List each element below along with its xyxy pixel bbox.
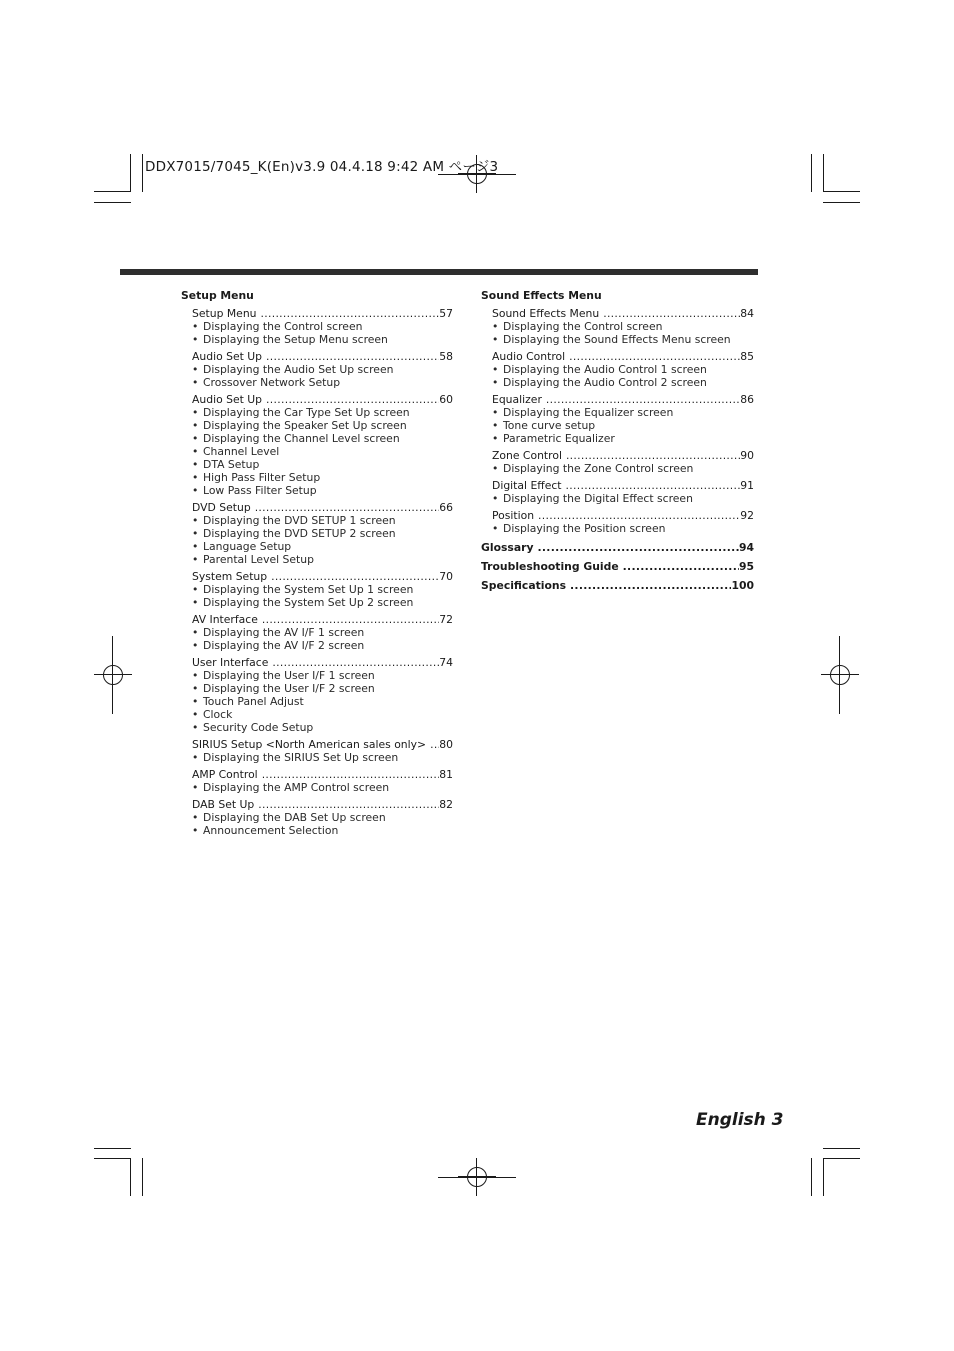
toc-subitem: • Channel Level [192,445,453,458]
toc-entry[interactable] [192,613,453,626]
toc-page-number: 80 [439,738,453,751]
toc-subitem-list [192,583,453,609]
dot-leader [566,479,741,492]
toc-subitem: • High Pass Filter Setup [192,471,453,484]
toc-subitem-list [492,462,754,475]
toc-subitem: • Displaying the Setup Menu screen [192,333,453,346]
toc-subitem: • Tone curve setup [492,419,754,432]
toc-subitem: • Clock [192,708,453,721]
toc-page-number: 60 [439,393,453,406]
toc-entry-title: Digital Effect [492,479,562,492]
toc-page-number: 85 [740,350,754,363]
toc-subitem: • Displaying the System Set Up 1 screen [192,583,453,596]
toc-subitem-list [192,781,453,794]
toc-page-number: 100 [731,579,754,592]
toc-subitem-list [492,363,754,389]
toc-subitem: • Displaying the Audio Control 2 screen [492,376,754,389]
registration-mark [821,656,859,694]
toc-subitem-list [492,320,754,346]
section-title: Sound Effects Menu [481,289,602,302]
toc-entry-title: Specifications [481,579,567,592]
dot-leader [266,393,439,406]
crop-mark [142,154,143,192]
toc-subitem-list [192,811,453,837]
crop-mark [142,1158,143,1196]
toc-subitem: • Displaying the User I/F 2 screen [192,682,453,695]
toc-entry-title: User Interface [192,656,269,669]
toc-page-number: 81 [439,768,453,781]
toc-entry[interactable] [192,656,453,669]
toc-subitem-list [192,669,453,734]
toc-page-number: 82 [439,798,453,811]
toc-subitem: • Displaying the User I/F 1 screen [192,669,453,682]
dot-leader [430,738,439,751]
toc-entry[interactable] [492,479,754,492]
toc-subitem: • Displaying the Audio Control 1 screen [492,363,754,376]
toc-subitem: • Displaying the Audio Set Up screen [192,363,453,376]
crop-mark [94,191,131,192]
toc-entry-title: AV Interface [192,613,258,626]
toc-subitem-list [492,492,754,505]
toc-subitem: • Displaying the DVD SETUP 1 screen [192,514,453,527]
toc-entry[interactable] [492,350,754,363]
dot-leader [262,613,439,626]
toc-entry-title: AMP Control [192,768,258,781]
toc-subitem: • Displaying the AMP Control screen [192,781,453,794]
toc-subitem-list [192,751,453,764]
toc-subitem: • Displaying the Digital Effect screen [492,492,754,505]
toc-left-column [181,289,453,837]
toc-entry[interactable] [492,449,754,462]
toc-entry[interactable] [192,570,453,583]
toc-subitem-list [192,363,453,389]
toc-page-number: 70 [439,570,453,583]
toc-subitem: • Displaying the SIRIUS Set Up screen [192,751,453,764]
toc-entry[interactable] [492,509,754,522]
toc-entry-title: Equalizer [492,393,542,406]
toc-subitem: • Displaying the Channel Level screen [192,432,453,445]
header-rule [120,269,758,275]
toc-entry-title: DVD Setup [192,501,251,514]
dot-leader [262,768,440,781]
toc-entry-title: Troubleshooting Guide [481,560,619,573]
toc-entry-title: DAB Set Up [192,798,255,811]
toc-page-number: 74 [439,656,453,669]
toc-subitem-list [192,514,453,566]
toc-entry[interactable] [492,307,754,320]
toc-page-number: 91 [740,479,754,492]
crop-mark [811,154,812,192]
file-info-slug: DDX7015/7045_K(En)v3.9 04.4.18 9:42 AM ページ3 [145,159,499,175]
dot-leader [623,560,739,573]
toc-page-number: 66 [439,501,453,514]
toc-page-number: 92 [740,509,754,522]
crop-mark [94,1158,131,1159]
toc-subitem: • DTA Setup [192,458,453,471]
toc-entry[interactable] [192,768,453,781]
toc-page-number: 57 [439,307,453,320]
toc-subitem: • Security Code Setup [192,721,453,734]
toc-subitem-list [192,626,453,652]
toc-subitem: • Displaying the Control screen [192,320,453,333]
crop-mark [823,191,860,192]
dot-leader [566,449,740,462]
page-number-label: English 3 [696,1110,784,1130]
toc-entry-title: Audio Control [492,350,566,363]
toc-subitem: • Parametric Equalizer [492,432,754,445]
registration-mark [94,656,132,694]
toc-subitem: • Displaying the System Set Up 2 screen [192,596,453,609]
toc-subitem: • Displaying the DVD SETUP 2 screen [192,527,453,540]
toc-subitem: • Displaying the Zone Control screen [492,462,754,475]
toc-entry[interactable] [192,350,453,363]
toc-entry-title: Zone Control [492,449,562,462]
toc-page-number: 90 [740,449,754,462]
toc-page-number: 72 [439,613,453,626]
crop-mark [94,202,131,203]
toc-subitem: • Displaying the Car Type Set Up screen [192,406,453,419]
toc-subitem: • Announcement Selection [192,824,453,837]
dot-leader [258,798,439,811]
toc-page-number: 94 [738,541,754,554]
crop-mark [130,1158,131,1196]
dot-leader [272,656,439,669]
toc-entry[interactable] [192,738,453,751]
crop-mark [130,154,131,192]
registration-line [112,636,113,714]
toc-subitem: • Low Pass Filter Setup [192,484,453,497]
toc-subitem: • Displaying the AV I/F 1 screen [192,626,453,639]
toc-subitem: • Language Setup [192,540,453,553]
dot-leader [570,579,731,592]
toc-right-column [481,289,754,592]
dot-leader [546,393,740,406]
toc-page-number: 84 [740,307,754,320]
section-title: Setup Menu [181,289,254,302]
crop-mark [811,1158,812,1196]
toc-entry-title: SIRIUS Setup <North American sales only> [192,738,427,751]
toc-subitem-list [492,406,754,445]
toc-main-entry-list [481,541,754,592]
toc-subitem: • Displaying the Equalizer screen [492,406,754,419]
dot-leader [537,541,738,554]
toc-subitem: • Parental Level Setup [192,553,453,566]
registration-line [839,636,840,714]
toc-subitem: • Displaying the Sound Effects Menu screen [492,333,754,346]
dot-leader [261,307,440,320]
crop-mark [823,202,860,203]
toc-subitem: • Displaying the Speaker Set Up screen [192,419,453,432]
toc-entry[interactable] [192,393,453,406]
toc-subitem: • Crossover Network Setup [192,376,453,389]
toc-entry-title: System Setup [192,570,268,583]
dot-leader [569,350,740,363]
crop-mark [823,154,824,192]
toc-subitem: • Displaying the DAB Set Up screen [192,811,453,824]
toc-entry-title: Position [492,509,535,522]
toc-entry-title: Setup Menu [192,307,257,320]
toc-subitem-list [492,522,754,535]
toc-subitem: • Touch Panel Adjust [192,695,453,708]
crop-mark [823,1148,860,1149]
dot-leader [603,307,740,320]
toc-page-number: 95 [738,560,754,573]
toc-subitem-list [192,320,453,346]
toc-page-number: 58 [439,350,453,363]
toc-entry-list [481,307,754,535]
dot-leader [266,350,439,363]
toc-entry[interactable] [192,798,453,811]
toc-entry-title: Audio Set Up [192,393,263,406]
crop-mark [94,1148,131,1149]
toc-entry-title: Glossary [481,541,534,554]
toc-main-entry[interactable] [481,560,754,573]
toc-entry[interactable] [492,393,754,406]
toc-subitem: • Displaying the Position screen [492,522,754,535]
toc-main-entry[interactable] [481,579,754,592]
toc-entry[interactable] [192,307,453,320]
toc-entry-title: Audio Set Up [192,350,263,363]
toc-entry-list [181,307,453,837]
toc-subitem: • Displaying the AV I/F 2 screen [192,639,453,652]
toc-entry[interactable] [192,501,453,514]
dot-leader [271,570,439,583]
crop-mark [823,1158,860,1159]
toc-page-number: 86 [740,393,754,406]
toc-subitem: • Displaying the Control screen [492,320,754,333]
dot-leader [255,501,440,514]
toc-subitem-list [192,406,453,497]
registration-line [438,1177,516,1178]
toc-entry-title: Sound Effects Menu [492,307,600,320]
crop-mark [823,1158,824,1196]
dot-leader [538,509,740,522]
toc-main-entry[interactable] [481,541,754,554]
